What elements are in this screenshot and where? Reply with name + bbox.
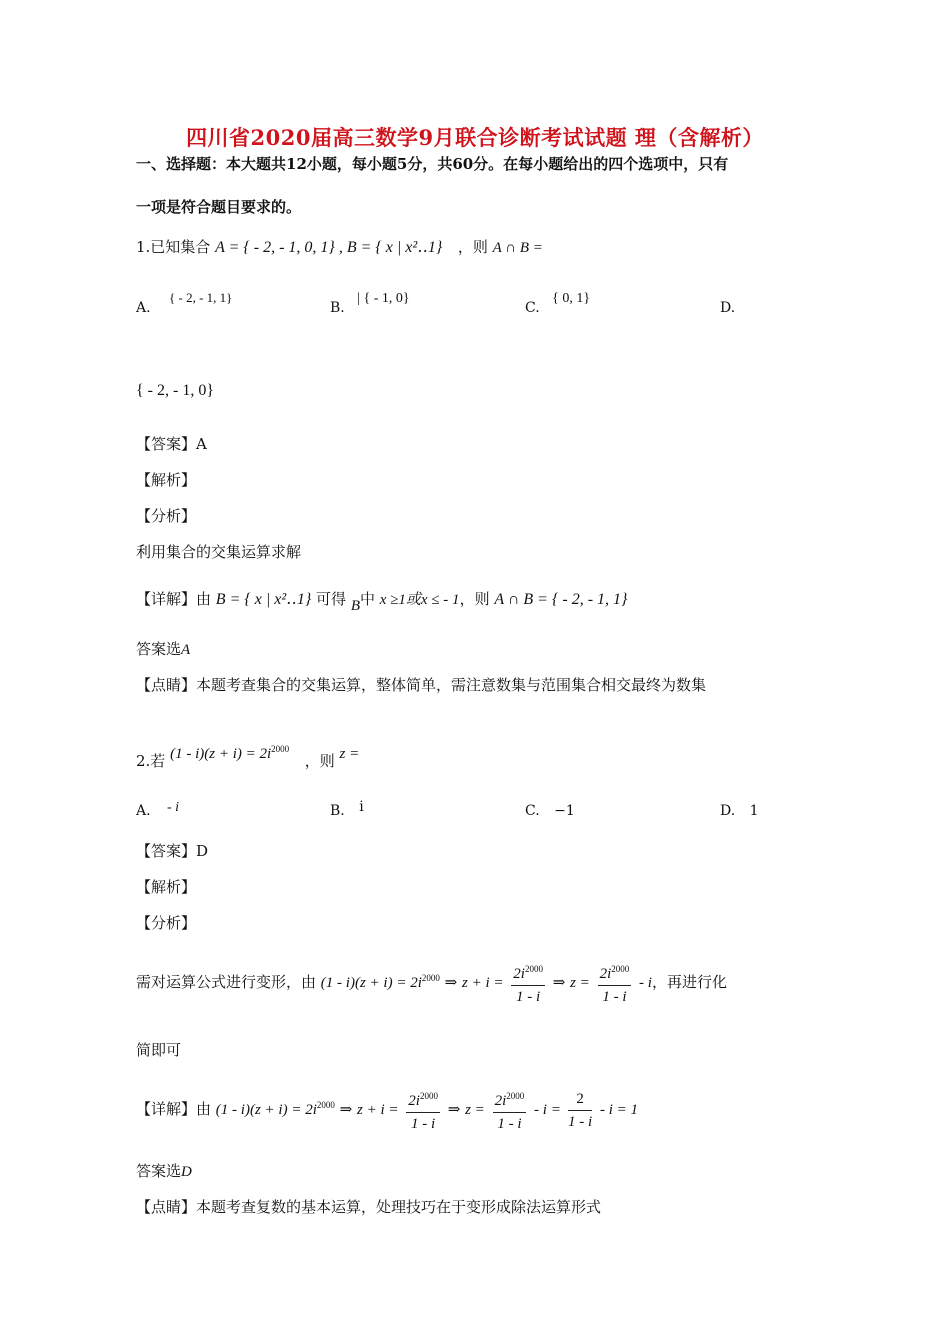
q2-analysis-eq: $(1 - i)(z + i) = 2i^{2000}$ bbox=[320, 973, 440, 991]
q1-detail-b2: B bbox=[350, 598, 360, 614]
q1-prefix: 1.已知集合 bbox=[136, 238, 211, 256]
q2-detail-arrow-1: ⇒ bbox=[339, 1100, 353, 1118]
q2-choose-letter: D bbox=[181, 1164, 192, 1180]
q2-z-eq: z = bbox=[570, 975, 590, 991]
q1-ask: A ∩ B = bbox=[492, 240, 543, 256]
q2-arrow-2: ⇒ bbox=[552, 973, 566, 991]
q2-analysis-suffix: ，再进行化 bbox=[651, 973, 727, 991]
q1-option-c-value: { 0, 1} bbox=[552, 291, 591, 306]
q2-detail-final: - i = 1 bbox=[599, 1102, 638, 1118]
q2-detail: 【详解】由 $(1 - i)(z + i) = 2i^{2000}$ ⇒ z + i = $\frac{2i^{2000}}{1 - i}$ ⇒ z = $\frac{2i^{2000}}{1 - i}$ - i = $\frac{2}{1 - i}$ - i = 1 bbox=[136, 1085, 638, 1135]
q2-option-c bbox=[525, 803, 575, 819]
q2-choose bbox=[136, 1160, 192, 1181]
q1-option-b-label: B. bbox=[330, 300, 345, 316]
q1-detail-setb: B = { x | x²‥1} bbox=[215, 591, 312, 608]
q2-answer: 【答案】D bbox=[136, 842, 209, 860]
q2-option-b bbox=[330, 799, 364, 819]
q1-answer: 【答案】A bbox=[136, 435, 207, 453]
q2-detail-fraction-1: $\frac{2i^{2000}}{1 - i}$ bbox=[406, 1085, 440, 1135]
q2-analysis-prefix: 需对运算公式进行变形，由 bbox=[136, 973, 317, 991]
q1-fenxi: 【分析】 bbox=[136, 507, 197, 525]
q1-option-a-label: A. bbox=[136, 300, 151, 316]
q2-option-a-value: - i bbox=[167, 800, 180, 815]
q1-option-b bbox=[330, 291, 410, 317]
q1-sets: A = { - 2, - 1, 0, 1} , B = { x | x²‥1} bbox=[215, 239, 443, 256]
q1-detail-result: A ∩ B = { - 2, - 1, 1} bbox=[494, 591, 628, 608]
q2-option-d-value: 1 bbox=[749, 803, 759, 819]
q2-option-b-value: i bbox=[359, 799, 364, 815]
q1-option-a bbox=[136, 290, 233, 316]
section-heading-line1: 一、选择题：本大题共12小题，每小题5分，共60分。在每小题给出的四个选项中，只有 bbox=[136, 155, 729, 173]
q2-option-a-label: A. bbox=[136, 803, 151, 819]
q1-choose-text: 答案选 bbox=[136, 640, 182, 658]
q1-detail-cond: x ≥1或x ≤ - 1 bbox=[379, 592, 460, 608]
q2-detail-arrow-2: ⇒ bbox=[447, 1100, 461, 1118]
q1-option-d-label: D. bbox=[720, 300, 736, 316]
q1-jiexi: 【解析】 bbox=[136, 471, 197, 489]
q2-detail-prefix: 【详解】由 bbox=[136, 1100, 212, 1118]
q1-choose-letter: A bbox=[181, 642, 191, 658]
q2-mid: ，则 bbox=[304, 752, 335, 770]
q2-arrow-1: ⇒ bbox=[444, 973, 458, 991]
q1-detail-zhong: 中 bbox=[359, 590, 375, 608]
q1-option-d bbox=[720, 300, 735, 316]
q1-mid: ，则 bbox=[457, 238, 488, 256]
q1-option-b-value: | { - 1, 0} bbox=[357, 291, 410, 306]
section-heading-line2: 一项是符合题目要求的。 bbox=[136, 198, 302, 216]
q2-option-c-value: −1 bbox=[554, 803, 575, 819]
q2-detail-z-eq: z = bbox=[465, 1102, 485, 1118]
q2-choose-text: 答案选 bbox=[136, 1162, 182, 1180]
document-title: 四川省2020届高三数学9月联合诊断考试试题 理（含解析） bbox=[186, 125, 764, 150]
q2-ask: z = bbox=[339, 746, 360, 762]
q2-equation: $(1 - i)(z + i) = 2i^{2000}$ bbox=[170, 744, 290, 762]
q1-option-c-label: C. bbox=[525, 300, 540, 316]
q2-detail-minus-i: - i bbox=[534, 1102, 547, 1118]
q2-detail-zpi: z + i = bbox=[357, 1102, 399, 1118]
q2-option-d bbox=[720, 803, 759, 819]
q2-zpi: z + i = bbox=[462, 975, 504, 991]
q1-option-a-value: { - 2, - 1, 1} bbox=[169, 290, 233, 305]
q2-minus-i: - i bbox=[639, 975, 652, 991]
q2-option-b-label: B. bbox=[330, 803, 345, 819]
q1-detail-then: ，则 bbox=[459, 590, 490, 608]
q2-comment: 【点睛】本题考查复数的基本运算，处理技巧在于变形成除法运算形式 bbox=[136, 1198, 602, 1216]
q2-stem bbox=[136, 744, 360, 771]
q2-analysis bbox=[136, 958, 727, 1008]
q2-option-d-label: D. bbox=[720, 803, 736, 819]
q2-prefix: 2.若 bbox=[136, 752, 166, 770]
q1-analysis: 利用集合的交集运算求解 bbox=[136, 543, 302, 561]
q2-jiexi: 【解析】 bbox=[136, 878, 197, 896]
q1-comment: 【点睛】本题考查集合的交集运算，整体简单，需注意数集与范围集合相交最终为数集 bbox=[136, 676, 707, 694]
q2-option-c-label: C. bbox=[525, 803, 540, 819]
q1-option-d-value: { - 2, - 1, 0} bbox=[136, 382, 215, 399]
q2-fraction-2: $\frac{2i^{2000}}{1 - i}$ bbox=[598, 958, 632, 1008]
q2-fraction-1: $\frac{2i^{2000}}{1 - i}$ bbox=[511, 958, 545, 1008]
q1-detail bbox=[136, 588, 628, 614]
q1-stem bbox=[136, 236, 543, 257]
q2-detail-fraction-2: $\frac{2i^{2000}}{1 - i}$ bbox=[493, 1085, 527, 1135]
q1-choose bbox=[136, 638, 190, 659]
q1-detail-prefix: 【详解】由 bbox=[136, 590, 212, 608]
q1-detail-mid: 可得 bbox=[316, 590, 347, 608]
q2-detail-fraction-3: $\frac{2}{1 - i}$ bbox=[568, 1088, 592, 1133]
q2-detail-eq: $(1 - i)(z + i) = 2i^{2000}$ bbox=[215, 1100, 335, 1118]
q1-option-c bbox=[525, 291, 591, 317]
q2-fenxi: 【分析】 bbox=[136, 914, 197, 932]
q2-analysis-line2: 简即可 bbox=[136, 1041, 182, 1059]
q2-option-a bbox=[136, 800, 180, 820]
